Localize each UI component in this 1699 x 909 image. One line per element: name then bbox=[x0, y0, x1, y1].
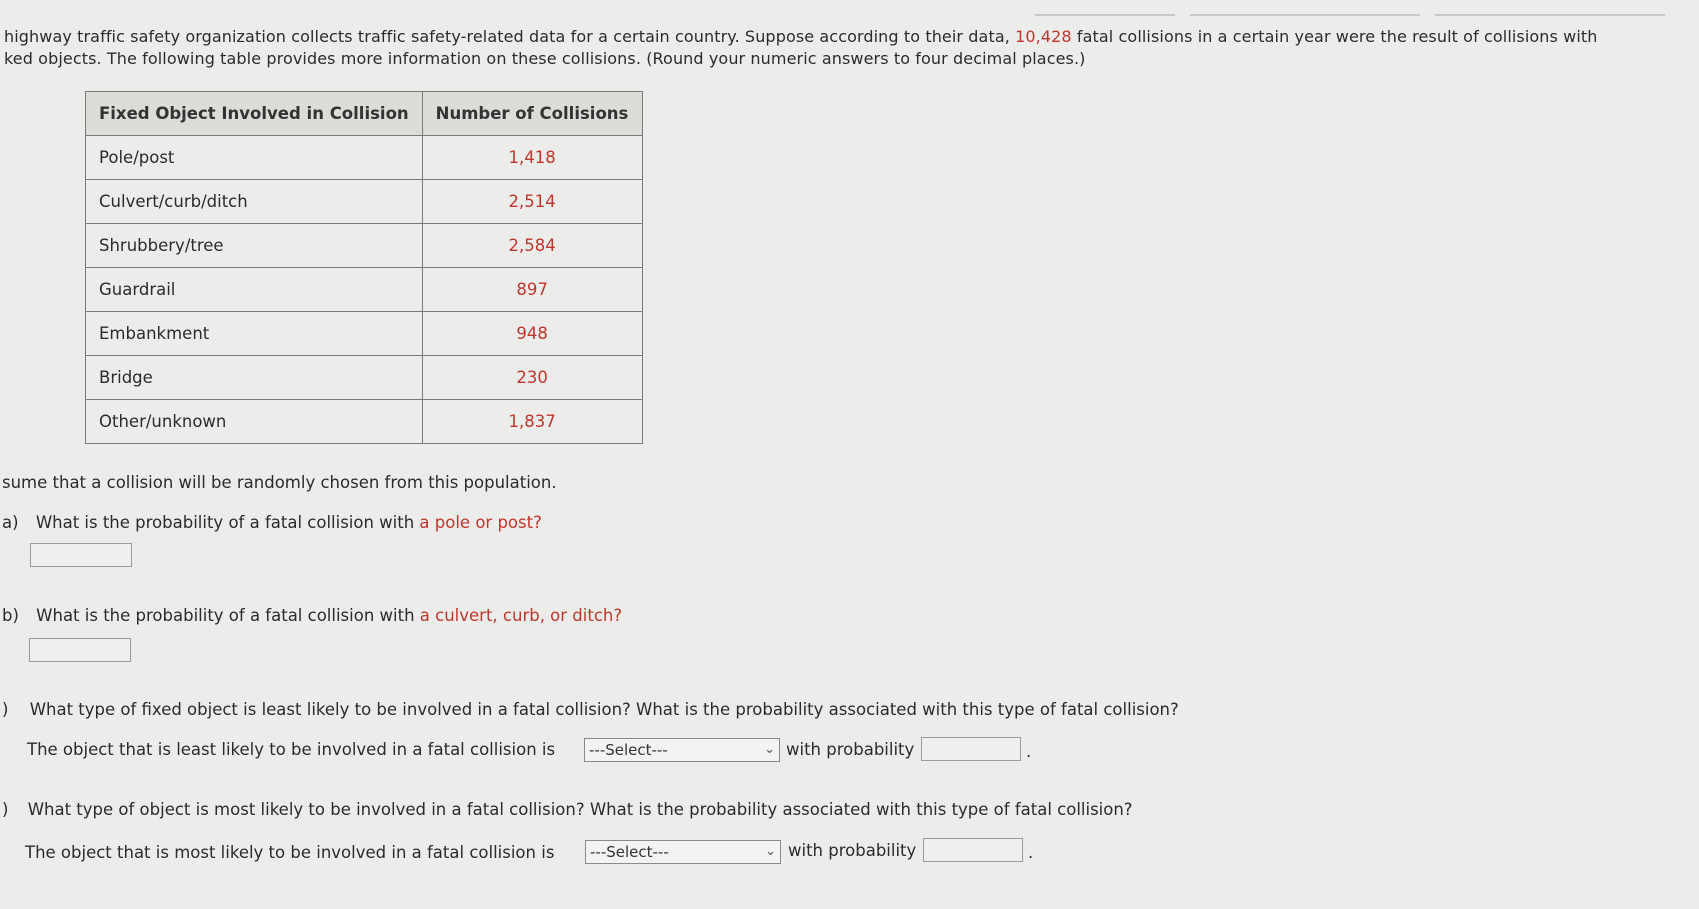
object-cell: Embankment bbox=[86, 312, 423, 356]
question-b: b) What is the probability of a fatal collision with a culvert, curb, or ditch? bbox=[2, 606, 623, 625]
object-cell: Shrubbery/tree bbox=[86, 224, 423, 268]
culvert-highlight: a culvert, curb, or ditch? bbox=[419, 606, 623, 625]
table-header-row bbox=[86, 92, 643, 136]
object-cell: Other/unknown bbox=[86, 400, 423, 444]
count-cell: 1,418 bbox=[422, 136, 642, 180]
column-header-count: Number of Collisions bbox=[422, 92, 642, 136]
most-likely-select[interactable]: ---Select--- ⌄ bbox=[585, 840, 781, 864]
question-b-marker: b) bbox=[2, 606, 19, 625]
chevron-down-icon: ⌄ bbox=[764, 742, 775, 757]
table-row bbox=[86, 136, 643, 180]
top-divider bbox=[1190, 14, 1420, 16]
answer-a-input[interactable] bbox=[30, 543, 132, 567]
with-probability-label: with probability bbox=[788, 841, 917, 860]
top-divider bbox=[1435, 14, 1665, 16]
question-a-marker: a) bbox=[2, 513, 19, 532]
chevron-down-icon: ⌄ bbox=[765, 844, 776, 859]
most-likely-probability-input[interactable] bbox=[923, 838, 1023, 862]
answer-c-prefix: The object that is least likely to be involved in a fatal collision is bbox=[27, 740, 556, 759]
object-cell: Pole/post bbox=[86, 136, 423, 180]
answer-d-prefix: The object that is most likely to be involved in a fatal collision is bbox=[25, 843, 555, 862]
table-row bbox=[86, 180, 643, 224]
intro-line-2: ked objects. The following table provides more information on these collisions. (Round your numeric answers to four decimal places.) bbox=[4, 49, 1086, 68]
question-c-marker: ) bbox=[2, 700, 9, 719]
question-c: ) What type of fixed object is least likely to be involved in a fatal collision? What is the probability associated with this type of fatal collision? bbox=[2, 700, 1179, 719]
answer-b-input[interactable] bbox=[29, 638, 131, 662]
least-likely-probability-input[interactable] bbox=[921, 737, 1021, 761]
problem-intro bbox=[4, 26, 1664, 70]
total-fatal-collisions: 10,428 bbox=[1015, 27, 1072, 46]
table-row bbox=[86, 268, 643, 312]
column-header-object: Fixed Object Involved in Collision bbox=[86, 92, 423, 136]
pole-post-highlight: a pole or post? bbox=[419, 513, 542, 532]
period: . bbox=[1026, 742, 1032, 761]
count-cell: 2,514 bbox=[422, 180, 642, 224]
object-cell: Bridge bbox=[86, 356, 423, 400]
count-cell: 948 bbox=[422, 312, 642, 356]
collision-table bbox=[85, 91, 643, 444]
table-row bbox=[86, 400, 643, 444]
question-d-marker: ) bbox=[2, 800, 9, 819]
least-likely-select[interactable]: ---Select--- ⌄ bbox=[584, 738, 780, 762]
table-row bbox=[86, 224, 643, 268]
with-probability-label: with probability bbox=[786, 740, 915, 759]
count-cell: 230 bbox=[422, 356, 642, 400]
period: . bbox=[1028, 843, 1034, 862]
assumption-text: sume that a collision will be randomly chosen from this population. bbox=[2, 473, 557, 492]
count-cell: 897 bbox=[422, 268, 642, 312]
object-cell: Culvert/curb/ditch bbox=[86, 180, 423, 224]
table-row bbox=[86, 312, 643, 356]
object-cell: Guardrail bbox=[86, 268, 423, 312]
table-row bbox=[86, 356, 643, 400]
intro-line-1: highway traffic safety organization collects traffic safety-related data for a certain country. Suppose according to their data, 10,428 fatal collisions in a certain year were the result of collisions with bbox=[4, 27, 1598, 46]
question-d: ) What type of object is most likely to be involved in a fatal collision? What is the probability associated with this type of fatal collision? bbox=[2, 800, 1133, 819]
question-a: a) What is the probability of a fatal collision with a pole or post? bbox=[2, 513, 542, 532]
top-divider bbox=[1035, 14, 1175, 16]
count-cell: 2,584 bbox=[422, 224, 642, 268]
count-cell: 1,837 bbox=[422, 400, 642, 444]
